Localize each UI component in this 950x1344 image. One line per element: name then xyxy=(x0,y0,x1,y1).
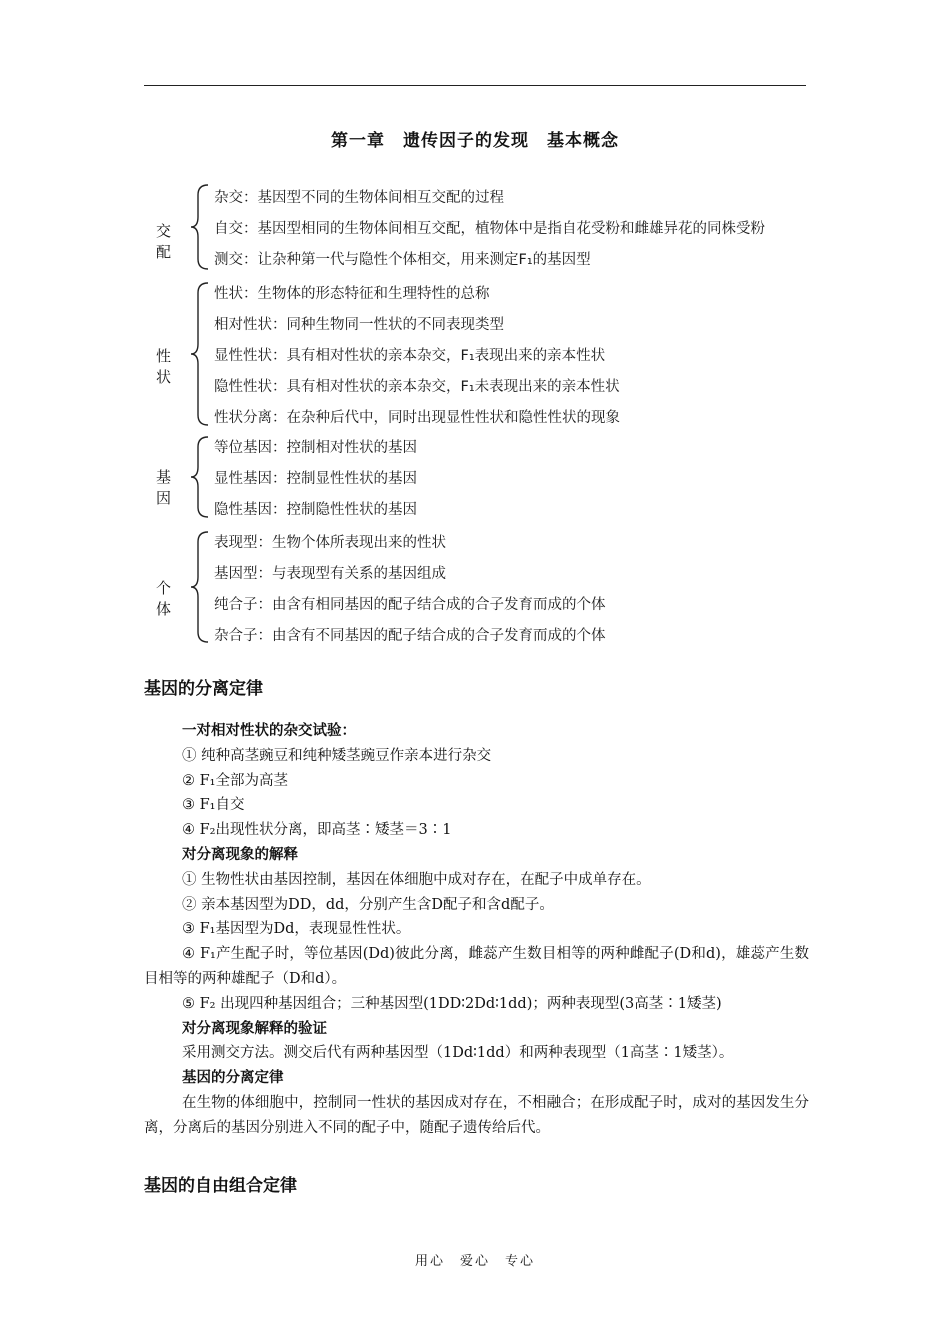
concept-item: 隐性性状：具有相对性状的亲本杂交，F₁未表现出来的亲本性状 xyxy=(214,379,620,395)
brace-icon xyxy=(190,529,212,645)
subheading-hybrid-experiment: 一对相对性状的杂交试验： xyxy=(182,723,356,739)
page-title: 第一章 遗传因子的发现 基本概念 xyxy=(331,131,619,151)
law-text: 在生物的体细胞中，控制同一性状的基因成对存在，不相融合；在形成配子时，成对的基因发生分离，分离后的基因分别进入不同的配子中，随配子遗传给后代。 xyxy=(144,1094,809,1136)
concept-item: 测交：让杂种第一代与隐性个体相交，用来测定F₁的基因型 xyxy=(214,252,591,268)
list-item: ① 生物性状由基因控制，基因在体细胞中成对存在，在配子中成单存在。 xyxy=(182,871,651,888)
list-item: ④ F₁产生配子时，等位基因(Dd)彼此分离，雌蕊产生数目相等的两种雌配子(D和d)，雄蕊产生数目相等的两种雄配子（D和d）。 xyxy=(144,946,809,987)
header-rule xyxy=(144,85,806,86)
subheading-verification: 对分离现象解释的验证 xyxy=(182,1020,327,1037)
list-item: ① 纯种高茎豌豆和纯种矮茎豌豆作亲本进行杂交 xyxy=(182,747,492,764)
list-item: ④ F₂出现性状分离，即高茎∶矮茎＝3∶1 xyxy=(182,822,452,839)
list-item: ③ F₁基因型为Dd，表现显性性状。 xyxy=(182,921,411,938)
concept-item: 等位基因：控制相对性状的基因 xyxy=(214,440,417,456)
brace-icon xyxy=(190,280,212,428)
group-label: 交配 xyxy=(156,222,172,261)
concept-item: 基因型：与表现型有关系的基因组成 xyxy=(214,566,446,582)
concept-item: 表现型：生物个体所表现出来的性状 xyxy=(214,535,446,551)
concept-item: 显性性状：具有相对性状的亲本杂交，F₁表现出来的亲本性状 xyxy=(214,348,606,364)
verification-text: 采用测交方法。测交后代有两种基因型（1Dd∶1dd）和两种表现型（1高茎∶1矮茎）。 xyxy=(182,1045,734,1062)
list-item: ② F₁全部为高茎 xyxy=(182,772,288,789)
segregation-body xyxy=(144,719,809,1141)
brace-icon xyxy=(190,434,212,520)
group-label: 性状 xyxy=(156,347,172,386)
concept-item: 纯合子：由含有相同基因的配子结合成的合子发育而成的个体 xyxy=(214,597,606,613)
list-item: ② 亲本基因型为DD，dd，分别产生含D配子和含d配子。 xyxy=(182,896,554,913)
concept-item: 性状分离：在杂种后代中，同时出现显性性状和隐性性状的现象 xyxy=(214,410,620,426)
subheading-explanation: 对分离现象的解释 xyxy=(182,846,298,863)
concept-item: 杂合子：由含有不同基因的配子结合成的合子发育而成的个体 xyxy=(214,628,606,644)
group-label: 基因 xyxy=(156,468,172,507)
list-item: ⑤ F₂ 出现四种基因组合；三种基因型(1DD∶2Dd∶1dd)；两种表现型(3高茎∶1矮茎) xyxy=(182,995,722,1012)
brace-icon xyxy=(190,182,212,272)
concept-item: 性状：生物体的形态特征和生理特性的总称 xyxy=(214,286,490,302)
section-heading-independent-assortment: 基因的自由组合定律 xyxy=(144,1176,297,1196)
concept-item: 隐性基因：控制隐性性状的基因 xyxy=(214,502,417,518)
page-footer: 用心 爱心 专心 xyxy=(414,1254,535,1269)
subheading-law: 基因的分离定律 xyxy=(182,1070,284,1087)
section-heading-segregation: 基因的分离定律 xyxy=(144,679,263,699)
list-item: ③ F₁自交 xyxy=(182,797,245,814)
group-label: 个体 xyxy=(156,579,172,618)
concept-item: 相对性状：同种生物同一性状的不同表现类型 xyxy=(214,317,504,333)
concept-item: 自交：基因型相同的生物体间相互交配，植物体中是指自花受粉和雌雄异花的同株受粉 xyxy=(214,221,765,237)
concept-item: 杂交：基因型不同的生物体间相互交配的过程 xyxy=(214,190,504,206)
concept-item: 显性基因：控制显性性状的基因 xyxy=(214,471,417,487)
